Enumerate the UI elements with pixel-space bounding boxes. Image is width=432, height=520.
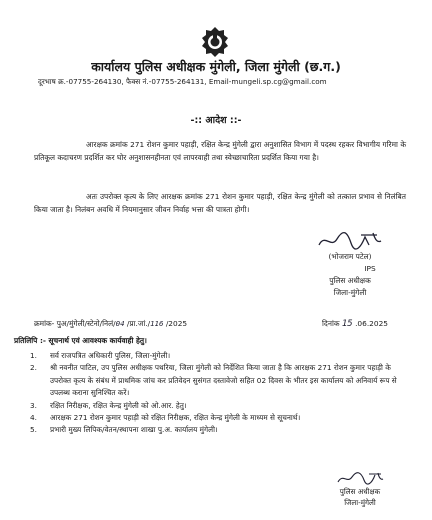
signature-block-sp [300,229,400,299]
list-item: 5. प्रभारी मुख्य लिपिक/वेतन/स्थापना शाखा पु.अ. कार्यालय मुंगेली। [30,425,218,435]
handwritten-number-1: 04 [115,319,125,328]
handwritten-number-2: 116 [150,319,164,328]
reference-date: दिनांक 15 .06.2025 [322,319,388,329]
copy-label: प्रतिलिपि :- सूचनार्थ एवं आवश्यक कार्यवाही हेतु। [14,336,147,345]
order-paragraph-2: अतः उपरोक्त कृत्य के लिए आरक्षक क्रमांक 271 रोशन कुमार पहाड़ी, रक्षित केन्द्र मुंगेली को तत्काल प्रभाव से निलंबित किया जाता है। निलंबन अवधि में नियमानुसार जीवन निर्वाह भत्ता की पात्रता होगी। [34,192,406,215]
list-item: 4. आरक्षक 271 रोशन कुमार पहाड़ी को रक्षित निरीक्षक, रक्षित केन्द्र मुंगेली के माध्यम से सूचनार्थ। [30,413,301,423]
signatory-district: जिला-मुंगेली [333,288,367,297]
contact-line: दूरभाष क्र.-07755-264130, फैक्स नं.-07755-264131, Email-mungeli.sp.cg@gmail.com [38,77,327,86]
handwritten-date-day: 15 [341,319,353,329]
order-heading: -:: आदेश ::- [190,115,242,126]
signature-block-copy [320,470,400,508]
list-item: 1. सर्व राजपत्रित अधिकारी पुलिस, जिला-मुंगेली। [30,351,171,360]
police-emblem-icon [200,26,230,58]
signatory-designation: पुलिस अधीक्षक [329,276,371,285]
office-title: कार्यालय पुलिस अधीक्षक मुंगेली, जिला मुंगेली (छ.ग.) [91,59,341,74]
list-item: 3. रक्षित निरीक्षक, रक्षित केन्द्र मुंगेली को ओ.आर. हेतु। [30,400,187,410]
signature-scribble-icon [335,470,385,486]
order-paragraph-1: आरक्षक क्रमांक 271 रोशन कुमार पहाड़ी, रक्षित केन्द्र मुंगेली द्वारा अनुशासित विभाग में पदस्थ रहकर विभागीय गरिमा के प्रतिकूल कदाचरण प्रदर्शित कर घोर अनुशासनहीनता एवं लापरवाही तथा स्वेच्छाचारिता प्रदर्शित किया गया है। [34,140,406,163]
signature-scribble-icon [315,229,385,251]
copy-signatory-district: जिला-मुंगेली [344,498,376,507]
signatory-name: (भोजराम पटेल) [328,252,372,261]
copy-signatory-designation: पुलिस अधीक्षक [339,487,381,496]
copy-list [30,350,410,437]
signatory-service: IPS [364,264,376,273]
reference-number: क्रमांक- पुअ/मुंगेली/स्टेनो/निलं/04 /प्रा.जां./116 /2025 [34,319,188,328]
list-item: 2. श्री नवनीत पाटिल, उप पुलिस अधीक्षक पथरिया, जिला मुंगेली को निर्देशित किया जाता है कि आरक्षक 271 रोशन कुमार पहाड़ी के उपरोक्त कृत्य के संबंध में प्राथमिक जांच कर प्रतिवेदन सुसंगत दस्तावेजो सहित 02 दिवस के भीतर इस कार्यालय को अनिवार्य रूप से उपलब्ध कराना सुनिश्चित करें। [30,363,397,398]
